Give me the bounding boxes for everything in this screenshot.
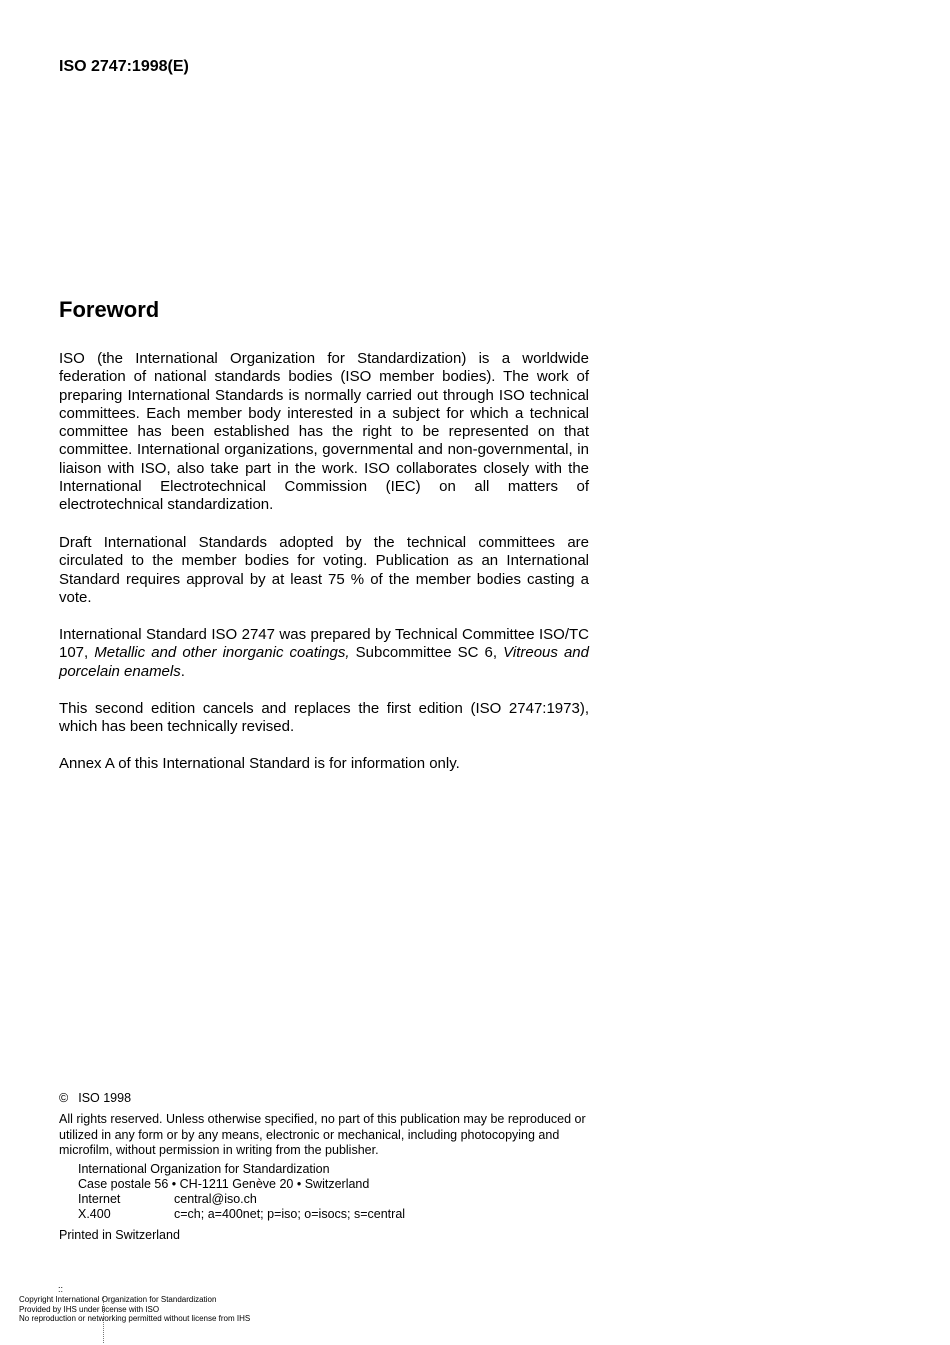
internet-label: Internet (78, 1192, 121, 1206)
paragraph-text: . (180, 662, 185, 680)
x400-label: X.400 (78, 1207, 111, 1221)
foreword-paragraph-5: Annex A of this International Standard is for information only. (59, 755, 460, 772)
rights-notice: All rights reserved. Unless otherwise specified, no part of this publication may be reproduced or utilized in any form or by any means, electronic or mechanical, including photocopying and microfilm, without permission in writing from the publisher. (59, 1112, 586, 1157)
org-name: International Organization for Standardization (78, 1162, 330, 1176)
postal-address: Case postale 56 • CH-1211 Genève 20 • Switzerland (78, 1177, 370, 1191)
foreword-paragraph-4: This second edition cancels and replaces the first edition (ISO 2747:1973), which has been technically revised. (59, 700, 589, 736)
copyright-icon: © (59, 1091, 69, 1105)
footer-mark: :: (58, 1284, 64, 1294)
paragraph-text: Subcommittee SC 6, (349, 644, 504, 662)
subcommittee-title: Vitreous and porcelain enamels (59, 644, 589, 680)
x400-value: c=ch; a=400net; p=iso; o=isocs; s=central (174, 1207, 406, 1221)
license-footer (19, 1295, 250, 1324)
footer-line-1: Copyright International Organization for Standardization (19, 1295, 217, 1304)
footer-line-2: Provided by IHS under license with ISO (19, 1304, 160, 1314)
x400-row (78, 1207, 405, 1222)
foreword-paragraph-1: ISO (the International Organization for Standardization) is a worldwide federation of national standards bodies (ISO member bodies). The work of preparing International Standards is normally carried out through ISO technical committees. Each member body interested in a subject for which a technical committee has been established has the right to be represented on that committee. International organizations, governmental and non-governmental, in liaison with ISO, also take part in the work. ISO collaborates closely with the International Electrotechnical Commission (IEC) on all matters of electrotechnical standardization. (59, 350, 589, 514)
foreword-paragraph-2: Draft International Standards adopted by the technical committees are circulated to the member bodies for voting. Publication as an International Standard requires approval by at least 75 % of the member bodies casting a vote. (59, 534, 589, 606)
copyright-year: ISO 1998 (78, 1091, 132, 1105)
paragraph-text: International Standard ISO 2747 was prepared by Technical Committee ISO/TC 107, (59, 626, 589, 662)
footer-line-3: No reproduction or networking permitted without license from IHS (19, 1314, 251, 1324)
internet-row (78, 1192, 257, 1207)
foreword-paragraph-3 (59, 626, 589, 681)
internet-value: central@iso.ch (174, 1192, 257, 1206)
page-title: Foreword (59, 297, 160, 322)
copyright-line (59, 1091, 131, 1105)
document-id: ISO 2747:1998(E) (59, 58, 189, 75)
printed-in: Printed in Switzerland (59, 1228, 180, 1242)
committee-title: Metallic and other inorganic coatings, (94, 644, 350, 662)
